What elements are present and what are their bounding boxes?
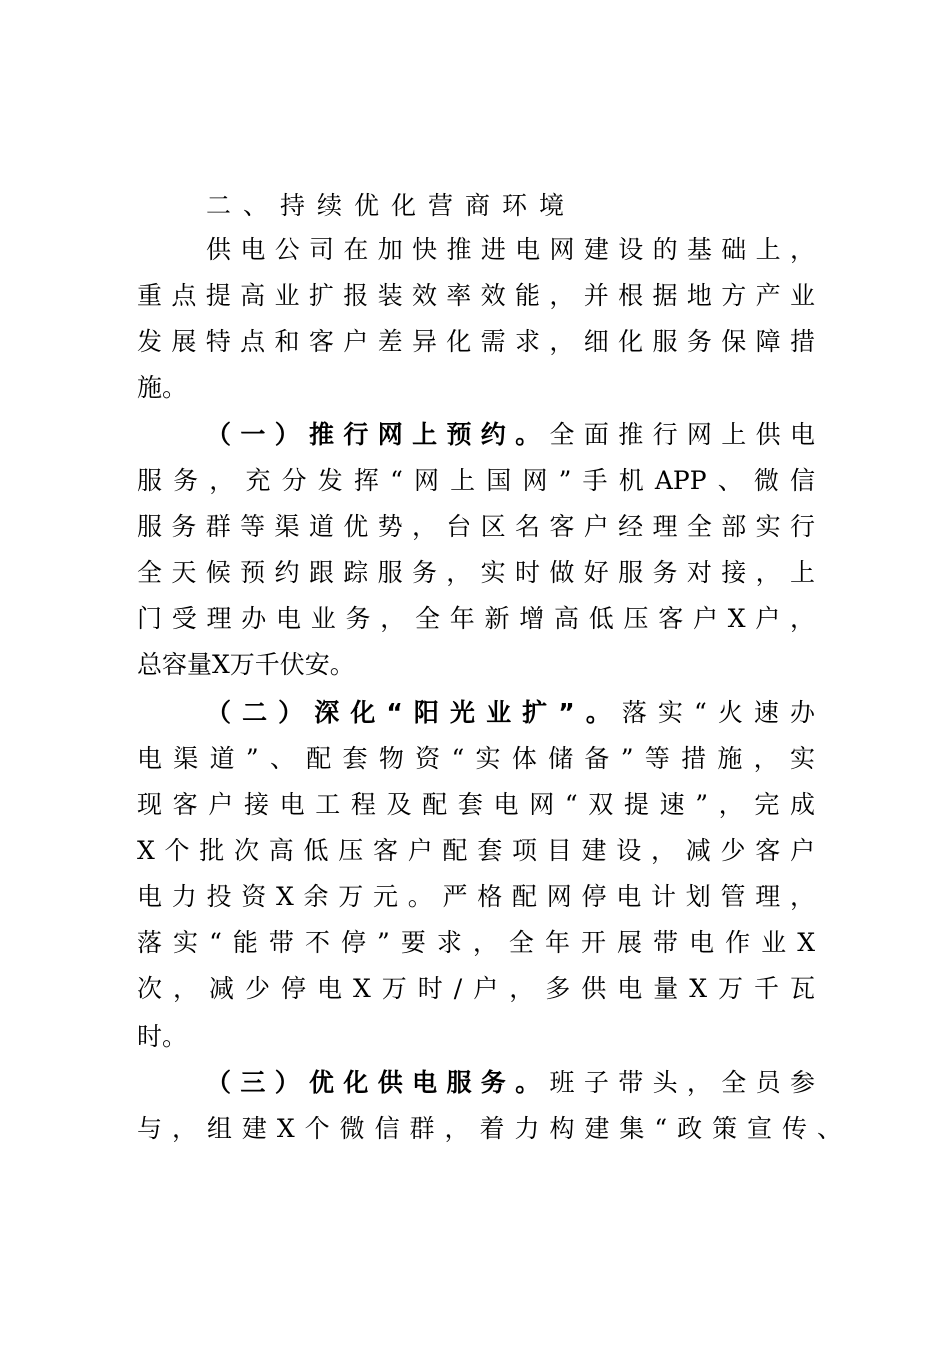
- section2-line-5: 电力投资X余万元。严格配网停电计划管理，: [137, 882, 815, 911]
- section2-line-3: 现客户接电工程及配套电网“双提速”，完成: [137, 790, 815, 819]
- section1-lead: （一）推行网上预约。: [206, 420, 550, 449]
- section1-line-4: 全天候预约跟踪服务，实时做好服务对接，上: [137, 558, 815, 587]
- section2-first-line: [206, 693, 815, 733]
- section2-line-8: 时。: [137, 1022, 188, 1051]
- section2-lead: （二）深化“阳光业扩”。: [206, 698, 622, 727]
- section3-lead: （三）优化供电服务。: [206, 1068, 550, 1097]
- intro-line-2: 重点提高业扩报装效率效能，并根据地方产业: [137, 281, 815, 310]
- section1-line-2: 服务，充分发挥“网上国网”手机APP、微信: [137, 466, 815, 495]
- section2-first-rest: 落实“火速办: [621, 698, 815, 727]
- intro-line-4: 施。: [137, 373, 188, 402]
- section1-line-3: 服务群等渠道优势，台区名客户经理全部实行: [137, 512, 815, 541]
- section2-line-2: 电渠道”、配套物资“实体储备”等措施，实: [137, 744, 815, 773]
- section1-first-rest: 全面推行网上供电: [549, 420, 815, 449]
- section3-first-line: [206, 1063, 815, 1103]
- section2-line-4: X个批次高低压客户配套项目建设，减少客户: [137, 836, 815, 865]
- intro-line-1: 供电公司在加快推进电网建设的基础上，: [206, 235, 815, 264]
- section1-line-6: 总容量X万千伏安。: [137, 650, 355, 679]
- section3-first-rest: 班子带头，全员参: [549, 1068, 815, 1097]
- intro-line-3: 发展特点和客户差异化需求，细化服务保障措: [137, 327, 815, 356]
- section2-line-7: 次，减少停电X万时/户，多供电量X万千瓦: [137, 974, 815, 1003]
- section1-first-line: [206, 415, 815, 455]
- section3-line-2: 与，组建X个微信群，着力构建集“政策宣传、: [137, 1114, 842, 1143]
- section2-line-6: 落实“能带不停”要求，全年开展带电作业X: [137, 928, 815, 957]
- section-heading: 二、持续优化营商环境: [206, 191, 577, 220]
- section1-line-5: 门受理办电业务，全年新增高低压客户X户，: [137, 604, 815, 633]
